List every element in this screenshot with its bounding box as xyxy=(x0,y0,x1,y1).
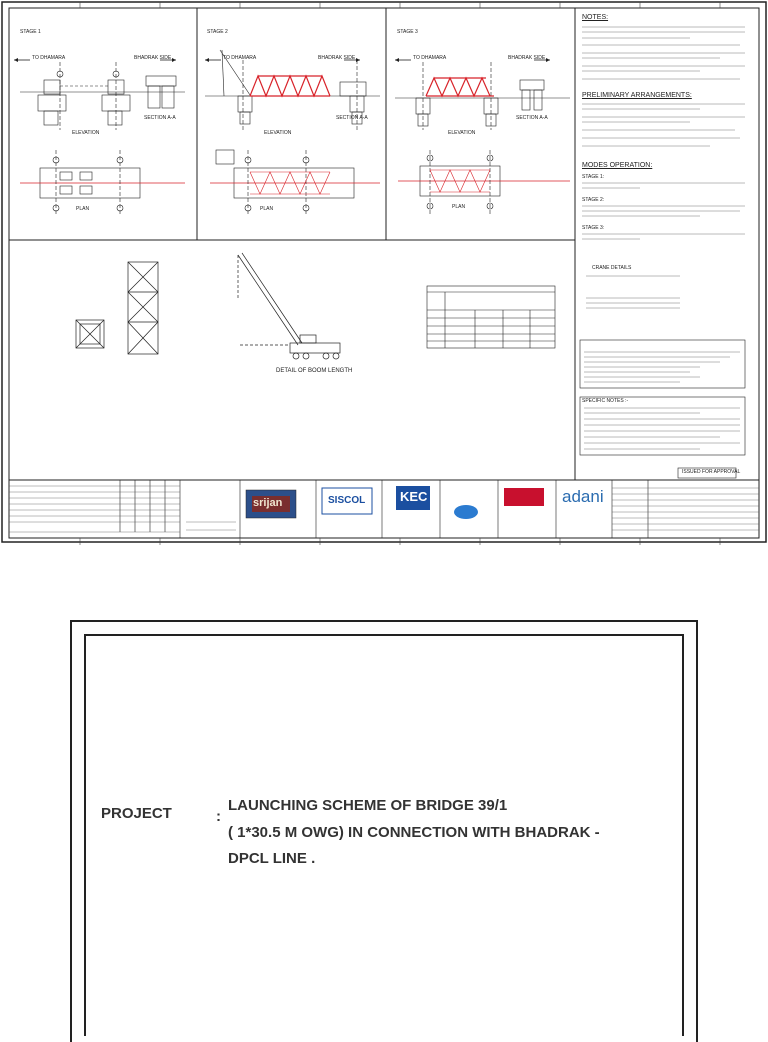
project-title-line-3: DPCL LINE . xyxy=(228,850,316,867)
stage-1-note-label: STAGE 1: xyxy=(582,174,605,180)
stage-3-title: STAGE 3 xyxy=(397,29,418,35)
stage-3-plan-label: PLAN xyxy=(452,204,466,210)
stage-2-left-label: TO DHAMARA xyxy=(223,55,257,61)
adani-logo-text: adani xyxy=(562,487,604,506)
project-title-line-1: LAUNCHING SCHEME OF BRIDGE 39/1 xyxy=(228,797,508,814)
project-colon: : xyxy=(216,808,221,825)
stage-1-left-label: TO DHAMARA xyxy=(32,55,66,61)
stage-3-right-label: BHADRAK SIDE xyxy=(508,55,546,61)
stage-2-section-label: SECTION A-A xyxy=(336,115,368,121)
stage-2-elevation-label: ELEVATION xyxy=(264,130,292,136)
siscol-logo-text: SISCOL xyxy=(328,495,366,506)
specific-notes-heading: SPECIFIC NOTES :- xyxy=(582,398,629,404)
stage-1-elevation-label: ELEVATION xyxy=(72,130,100,136)
stage-1-right-label: BHADRAK SIDE xyxy=(134,55,172,61)
preliminary-heading: PRELIMINARY ARRANGEMENTS: xyxy=(582,92,692,99)
project-title-line-2: ( 1*30.5 M OWG) IN CONNECTION WITH BHADRAK - xyxy=(228,824,600,841)
stage-2-right-label: BHADRAK SIDE xyxy=(318,55,356,61)
project-label: PROJECT xyxy=(101,805,172,822)
stage-3-elevation-label: ELEVATION xyxy=(448,130,476,136)
notes-heading: NOTES: xyxy=(582,14,609,21)
crane-heading: CRANE DETAILS xyxy=(592,265,632,271)
stage-1-title: STAGE 1 xyxy=(20,29,41,35)
stage-3-section-label: SECTION A-A xyxy=(516,115,548,121)
stage-1-section-label: SECTION A-A xyxy=(144,115,176,121)
stage-3-note-label: STAGE 3: xyxy=(582,225,605,231)
stage-2-title: STAGE 2 xyxy=(207,29,228,35)
stage-2-plan-label: PLAN xyxy=(260,206,274,212)
stage-3-left-label: TO DHAMARA xyxy=(413,55,447,61)
srijan-logo-text: srijan xyxy=(253,497,283,509)
railway-emblem xyxy=(454,505,478,519)
boom-detail-label: DETAIL OF BOOM LENGTH xyxy=(276,368,353,374)
approval-stamp: ISSUED FOR APPROVAL xyxy=(682,469,741,475)
stage-1-plan-label: PLAN xyxy=(76,206,90,212)
stage-2-note-label: STAGE 2: xyxy=(582,197,605,203)
modes-heading: MODES OPERATION: xyxy=(582,162,653,169)
client-logo xyxy=(504,488,544,506)
kec-logo-text: KEC xyxy=(400,489,428,504)
